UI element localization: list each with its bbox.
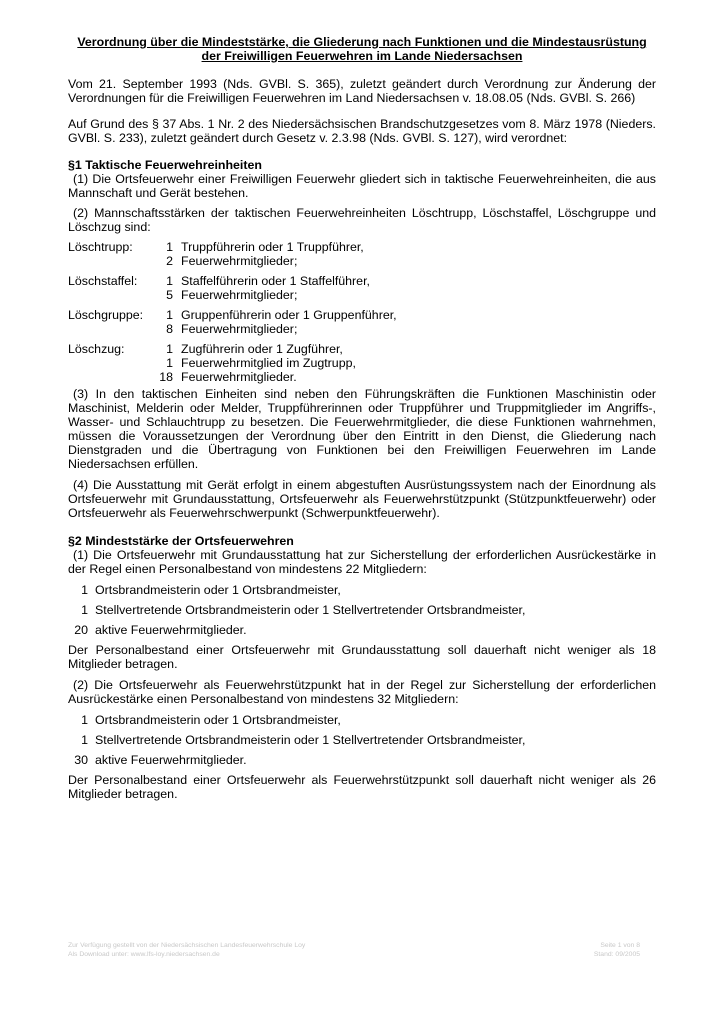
member-role: aktive Feuerwehrmitglieder. — [95, 623, 247, 637]
page-number: Seite 1 von 8 — [600, 942, 640, 949]
list-item — [68, 603, 656, 617]
unit-name: Löschgruppe: — [68, 308, 144, 322]
unit-role: Zugführerin oder 1 Zugführer, — [181, 342, 343, 356]
document-title: Verordnung über die Mindeststärke, die Gliederung nach Funktionen und die Mindestausrüstung der Freiwilligen Feuerwehren im Lande Niedersachsen — [77, 35, 647, 63]
list-item — [68, 583, 656, 597]
member-role: Ortsbrandmeisterin oder 1 Ortsbrandmeister, — [95, 583, 341, 597]
unit-name: Löschzug: — [68, 342, 125, 356]
unit-name: Löschstaffel: — [68, 274, 138, 288]
unit-loeschtrupp — [68, 240, 656, 268]
section-2-note-1: Der Personalbestand einer Ortsfeuerwehr mit Grundausstattung soll dauerhaft nicht weniger als 18 Mitglieder betragen. — [68, 643, 656, 671]
member-role: aktive Feuerwehrmitglieder. — [95, 753, 247, 767]
footer-download-link[interactable]: Als Download unter: www.lfs-loy.niedersachsen.de — [68, 951, 220, 958]
unit-count: 1 — [166, 240, 173, 254]
member-count: 1 — [81, 733, 88, 747]
list-item — [68, 713, 656, 727]
unit-role: Feuerwehrmitglied im Zugtrupp, — [181, 356, 356, 370]
unit-role: Truppführerin oder 1 Truppführer, — [181, 240, 364, 254]
legal-basis-paragraph: Auf Grund des § 37 Abs. 1 Nr. 2 des Niedersächsischen Brandschutzgesetzes vom 8. März 1978 (Nieders. GVBl. S. 233), zuletzt geändert durch Gesetz v. 2.3.98 (Nds. GVBl. S. 127), wird verordnet: — [68, 117, 656, 145]
member-list-stuetzpunkt — [68, 713, 656, 767]
member-role: Stellvertretende Ortsbrandmeisterin oder 1 Stellvertretender Ortsbrandmeister, — [95, 733, 526, 747]
unit-count: 5 — [166, 288, 173, 302]
unit-count: 1 — [166, 308, 173, 322]
section-1-paragraph-1: (1) Die Ortsfeuerwehr einer Freiwilligen Feuerwehr gliedert sich in taktische Feuerwehreinheiten, die aus Mannschaft und Gerät bestehen. — [68, 172, 656, 200]
unit-strength-list — [68, 240, 656, 384]
unit-role: Feuerwehrmitglieder; — [181, 322, 298, 336]
section-1-paragraph-4: (4) Die Ausstattung mit Gerät erfolgt in einem abgestuften Ausrüstungssystem nach der Einordnung als Ortsfeuerwehr mit Grundausstattung, Ortsfeuerwehr als Feuerwehrstützpunkt (Stützpunktfeuerwehr) oder Ortsfeuerwehr als Feuerwehrschwerpunkt (Schwerpunktfeuerwehr). — [68, 478, 656, 520]
unit-role: Gruppenführerin oder 1 Gruppenführer, — [181, 308, 397, 322]
unit-name: Löschtrupp: — [68, 240, 133, 254]
section-1-paragraph-2: (2) Mannschaftsstärken der taktischen Feuerwehreinheiten Löschtrupp, Löschstaffel, Löschgruppe und Löschzug sind: — [68, 206, 656, 234]
member-count: 1 — [81, 603, 88, 617]
section-2-heading: §2 Mindeststärke der Ortsfeuerwehren — [68, 534, 294, 548]
unit-count: 8 — [166, 322, 173, 336]
section-1-heading: §1 Taktische Feuerwehreinheiten — [68, 158, 262, 172]
unit-count: 2 — [166, 254, 173, 268]
member-role: Ortsbrandmeisterin oder 1 Ortsbrandmeister, — [95, 713, 341, 727]
list-item — [68, 623, 656, 637]
section-2-paragraph-2: (2) Die Ortsfeuerwehr als Feuerwehrstützpunkt hat in der Regel zur Sicherstellung der erforderlichen Ausrückestärke einen Personalbestand von mindestens 32 Mitgliedern: — [68, 678, 656, 706]
list-item — [68, 753, 656, 767]
unit-loeschzug — [68, 342, 656, 384]
unit-count: 1 — [166, 356, 173, 370]
member-list-basic — [68, 583, 656, 637]
section-2-note-2: Der Personalbestand einer Ortsfeuerwehr als Feuerwehrstützpunkt soll dauerhaft nicht weniger als 26 Mitglieder betragen. — [68, 773, 656, 801]
member-count: 30 — [74, 753, 88, 767]
unit-role: Feuerwehrmitglieder. — [181, 370, 297, 384]
unit-role: Staffelführerin oder 1 Staffelführer, — [181, 274, 370, 288]
document-page — [68, 35, 656, 801]
unit-loeschgruppe — [68, 308, 656, 336]
unit-count: 1 — [166, 274, 173, 288]
unit-count: 18 — [159, 370, 173, 384]
member-count: 20 — [74, 623, 88, 637]
revision-date: Stand: 09/2005 — [593, 951, 640, 958]
section-2-paragraph-1: (1) Die Ortsfeuerwehr mit Grundausstattung hat zur Sicherstellung der erforderlichen Ausrückestärke in der Regel einen Personalbestand von mindestens 22 Mitgliedern: — [68, 548, 656, 576]
section-1-paragraph-3: (3) In den taktischen Einheiten sind neben den Führungskräften die Funktionen Maschinistin oder Maschinist, Melderin oder Melder, Truppführerinnen oder Truppführer und Truppmitglieder im Angriffs-, Wasser- und Schlauchtrupp zu besetzen. Die Feuerwehrmitglieder, die diese Funktionen wahrnehmen, müssen die Voraussetzungen der Verordnung über den Eintritt in den Dienst, die Gliederung nach Dienstgraden und die Übertragung von Funktionen bei den Freiwilligen Feuerwehren im Lande Niedersachsen erfüllen. — [68, 387, 656, 471]
list-item — [68, 733, 656, 747]
footer-provider: Zur Verfügung gestellt von der Niedersächsischen Landesfeuerwehrschule Loy — [68, 942, 306, 949]
member-count: 1 — [81, 583, 88, 597]
unit-loeschstaffel — [68, 274, 656, 302]
unit-role: Feuerwehrmitglieder; — [181, 254, 298, 268]
unit-count: 1 — [166, 342, 173, 356]
member-count: 1 — [81, 713, 88, 727]
intro-paragraph: Vom 21. September 1993 (Nds. GVBl. S. 365), zuletzt geändert durch Verordnung zur Änderung der Verordnungen für die Freiwilligen Feuerwehren im Land Niedersachsen v. 18.08.05 (Nds. GVBl. S. 266) — [68, 77, 656, 105]
member-role: Stellvertretende Ortsbrandmeisterin oder 1 Stellvertretender Ortsbrandmeister, — [95, 603, 526, 617]
unit-role: Feuerwehrmitglieder; — [181, 288, 298, 302]
